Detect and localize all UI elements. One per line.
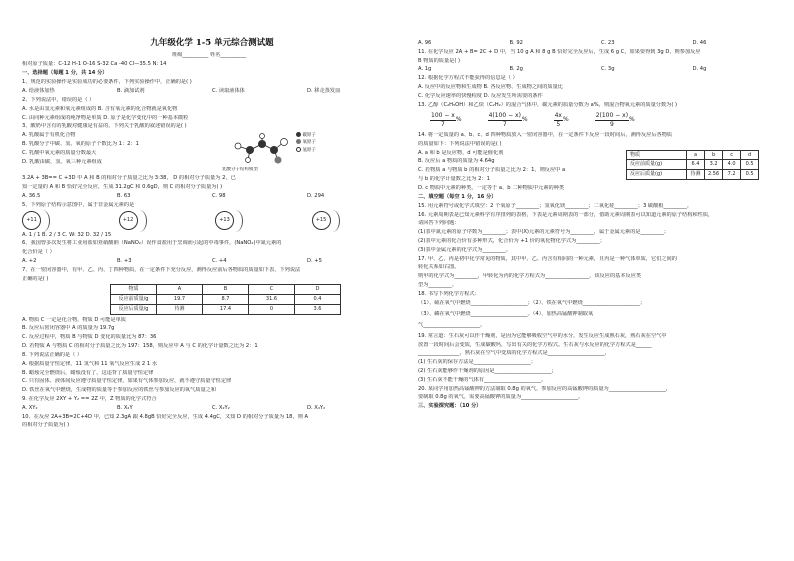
question-7-d: D. 若物质 A 与物质 C 的相对分子质量之比为 197：158，则反应中 A 与 C 的化学计量数之比为 2：1: [22, 343, 258, 350]
question-1-options: [22, 88, 402, 95]
question-3-a: A. 乳酸属于有机化合物: [22, 132, 76, 139]
option: D. 移走蒸发皿: [307, 88, 341, 95]
question-14-b: 的质量如下：下列说法中错误的是( ): [418, 140, 502, 147]
denominator: 9: [609, 120, 614, 128]
unit: %: [562, 116, 569, 124]
question-8-c: C. 只有固体、液体间反应遵守质量守恒定律，如果有气体参加反应，就不遵守质量守恒定律: [22, 378, 232, 385]
fraction-option: 4(100 − x) 7 %: [488, 111, 528, 128]
question-19: 19. 常言道：生石灰可以作干燥剂，是因为它能够吸收空气中的水分，发生反应生成熟石灰，熟石灰在空气中: [418, 332, 667, 339]
section-3-heading: 三、实验探究题：（10 分）: [418, 403, 482, 410]
question-14-a: A. a 和 b 是反应物，d 可能是催化剂: [418, 149, 504, 156]
table-cell: d: [741, 150, 759, 160]
legend-label: 氧原子: [302, 140, 316, 146]
question-6-options: [22, 258, 402, 265]
question-3: 3、酸奶中含有的乳酸对健康是有益的，下列关于乳酸的叙述错误的是( ): [22, 123, 187, 130]
question-19-2: (2) 生石灰能够作干燥剂的原因是______________________；: [418, 368, 557, 375]
section-2-heading: 二、填空题（每空 1 分，16 分）: [418, 193, 497, 200]
question-14-body: [418, 150, 784, 185]
table-cell: 待测: [157, 304, 203, 314]
left-column: [22, 38, 402, 431]
atom-diagrams: [22, 211, 402, 230]
option: C. 读取液体体: [212, 88, 245, 95]
question-14-table: [626, 150, 759, 180]
question-14: 14. 将一定质量的 a、b、c、d 四种物质放入一密闭容器中，在一定条件下反应一段时间后，测得反应后各物质: [418, 131, 673, 138]
atomic-masses: 相对原子质量：C-12 H-1 O-16 S-32 Ca -40 Cl—35.5 N: 14: [22, 61, 167, 68]
fraction-option: $\frac{2(100 - x)}{9}$ %: [595, 111, 635, 128]
lactic-acid-model: [228, 132, 316, 166]
question-4: 3.2A + 3B== C +3D 中 A 和 B 的相对分子质量之比为 3:38， D 的相对分子质量为 2，已: [22, 175, 236, 182]
option: A. 1g: [418, 66, 432, 73]
option: B. 92: [509, 40, 523, 46]
class-name-field: 班级__________ 姓名__________: [172, 52, 247, 59]
table-cell: a: [687, 150, 705, 160]
question-3-d: D. 乳酸由碳、氢、氧三种元素组成: [22, 158, 102, 165]
question-5-options: A. 1 / 1 B. 2 / 3 C. W: 32 D. 32 / 15: [22, 231, 112, 238]
question-17-b: 转化关系如右图。: [418, 264, 460, 271]
table-row: [111, 304, 341, 314]
table-cell: 0.5: [741, 170, 759, 180]
table-cell: 31.6: [249, 295, 295, 305]
question-2: 2、下列说法中，错误的是（ ）: [22, 96, 95, 103]
question-16-1: (1)表中氮元素的原子序数为_________；表中(X)元素的元素符号为_________，属于金属元素的是_________；: [418, 229, 669, 236]
option: C. 3g: [601, 66, 615, 73]
table-cell: C: [249, 285, 295, 295]
table-cell: 0.5: [741, 160, 759, 170]
option: A. XY₂: [22, 404, 38, 411]
question-5: 5、下列原子结构示意图中，属于非金属元素的是: [22, 201, 135, 208]
table-cell: 19.7: [157, 295, 203, 305]
table-cell: 4.0: [723, 160, 741, 170]
question-11: 11. 在化学反应 2A + B= 2C + D 中，当 10 g A 和 8 g B 恰好完全反应后，生成 6 g C，如果要得到 3g D，则参加反应: [418, 48, 701, 55]
numerator: 4x: [554, 112, 563, 121]
question-2-cd: C. 由同种元素组成的纯净物是单质 D. 原子是化学变化中的一种基本微粒: [22, 114, 189, 121]
question-8-d: D. 铁丝在氧气中燃烧，生成物的质量等于参加反应的铁丝与参加反应的氧气质量之和: [22, 387, 217, 394]
table-cell: c: [723, 150, 741, 160]
option: D. 4g: [692, 66, 707, 73]
table-cell: 反应前质量/g: [111, 295, 157, 305]
fraction-option: 4x 5 %: [554, 111, 569, 128]
option: B. 2g: [509, 66, 523, 73]
option: D. 46: [692, 40, 707, 46]
table-cell: 反应前质量(g): [627, 160, 687, 170]
question-4-options: [22, 193, 402, 200]
question-1: 1、规范的实验操作是实验成功的必要条件，下列实验操作中，正确的是( ): [22, 79, 192, 86]
exam-title: 九年级化学 1-5 单元综合测试题: [150, 38, 274, 48]
question-9: 9. 在化学反应 2XY + Y₂ == 2Z 中，Z 物质的化学式符合: [22, 395, 157, 402]
question-18-3: （3）、磷在氧气中燃烧______________________。（4）、加热高锰酸钾制取氧: [418, 310, 594, 317]
option: D. 294: [307, 192, 325, 199]
question-7-bb: B. 反应后密闭容器中 A 的质量为 19.7g: [22, 325, 115, 332]
table-cell: D: [295, 285, 341, 295]
option: C. 98: [212, 192, 226, 199]
question-3-b: B. 乳酸分子中碳、氢、氧的原子个数比为 1：2：1: [22, 141, 139, 147]
question-13-options: [430, 112, 784, 129]
table-cell: A: [157, 285, 203, 295]
question-18: 18. 书写下列化学方程式：: [418, 290, 480, 297]
atom-diagram: +11: [22, 211, 41, 230]
option: C. +4: [212, 257, 227, 264]
question-7-c: C. 反应过程中，物质 B 与物质 D 变化的质量比为 87：36: [22, 334, 157, 341]
question-11-options: [418, 66, 784, 73]
question-7-a: A. 物质 C 一定是化合物，物质 D 可能是单质: [22, 316, 126, 323]
question-14-d: D. c 物质中元素的种类，一定等于 a、b 二种物质中元素的种类: [418, 184, 565, 191]
right-column: [418, 40, 784, 413]
option: C. 23: [601, 40, 615, 46]
question-16-2: (2)表中元素的化合价有多种形式，化合价为 +1 价的氧化物化学式为_________；: [418, 238, 605, 245]
table-cell: 物质: [111, 285, 157, 295]
atom-diagram: +12: [119, 211, 138, 230]
option: D. +5: [307, 257, 322, 264]
legend-label: 氢原子: [302, 147, 316, 153]
question-14-bb: B. 反应后 a 物质的质量为 4.64g: [418, 158, 495, 165]
question-17: 17. 甲、乙、丙是初中化学常见的物质，其中甲、乙、丙含有相同的一种元素，且丙是一种气体单质，它们之间的: [418, 255, 677, 262]
table-row: [627, 150, 759, 160]
question-12-cd: C. 化学反应速率的快慢程度 D. 反应发生所需要的条件: [418, 92, 543, 99]
table-cell: 2.56: [705, 170, 723, 180]
table-cell: 3.2: [705, 160, 723, 170]
question-15: 15. 用元素符号或化学式填空：2 个氧原子_________；氢氧化镁_________；二氧化硅_________；3 碳酸根_________。: [418, 202, 692, 209]
table-cell: 0: [249, 304, 295, 314]
option: B. 63: [117, 192, 131, 199]
section-1-heading: 一、选择题（每题 1 分，共 14 分）: [22, 70, 108, 77]
question-12-ab: A. 反应中的反应物和生成物 B. 各反应物、生成物之间的质量比: [418, 84, 563, 91]
question-11-b: B 物质的质量是( ): [418, 57, 461, 64]
option: A. +2: [22, 257, 37, 264]
atom-diagram: +13: [215, 211, 234, 230]
legend-label: 碳原子: [302, 133, 316, 139]
question-18-1: （1）、硫在氧气中燃烧______________________；（2）、铁在氧气中燃烧______________________；: [418, 299, 646, 306]
question-14-c: C. 若物质 a 与物质 b 的相对分子质量之比为 2：1，则反应中 a: [418, 167, 566, 174]
question-8: 8. 下列说法正确的是（ ）: [22, 351, 83, 358]
question-10-b: 的相对分子质量为( ): [22, 422, 70, 429]
question-8-a: A. 根据质量守恒定律，11 氢气和 11 氧气反应生成 2 1 水: [22, 360, 158, 367]
table-cell: 反应后质量(g): [627, 170, 687, 180]
option: C. X₂Y₂: [212, 404, 230, 411]
question-9-options: [22, 405, 402, 412]
numerator: 2(100 − x): [595, 112, 629, 121]
question-12: 12. 根据化学方程式不能获得的信息是（ ）: [418, 75, 518, 82]
molecule-legend: [296, 132, 316, 154]
option: A. 给液体加热: [22, 88, 55, 95]
numerator: 4(100 − x): [488, 112, 522, 121]
question-16-3: (3)表中金属元素的化学式为_________。: [418, 246, 511, 253]
question-17-d: 型为_________。: [418, 282, 457, 289]
table-cell: 17.4: [203, 304, 249, 314]
question-16: 16. 元素周期表是已知元素科学有序排列的表格，下表是元素周期表的一部分，借助元素周期表可以知道元素的原子结构和性质，: [418, 211, 714, 218]
table-cell: 3.6: [295, 304, 341, 314]
table-cell: 7.2: [723, 170, 741, 180]
table-cell: 8.7: [203, 295, 249, 305]
question-3-body: [22, 132, 402, 167]
question-10-options: [418, 40, 784, 47]
table-cell: 物质: [627, 150, 687, 160]
table-row: [111, 285, 341, 295]
question-6-b: 化合价是（ ）: [22, 249, 55, 256]
option: B. X₂Y: [117, 404, 133, 411]
option: D. X₃Y₂: [307, 404, 326, 411]
numerator: 100 − x: [430, 112, 456, 121]
question-2-ab: A. 水是由氢元素和氧元素组成的 B. 含有氧元素的化合物就是氧化物: [22, 105, 178, 112]
question-7-b: 正确的是( ): [22, 275, 49, 282]
question-10: 10、在反应 2A+3B=2C+4D 中，已知 2.3gA 跟 4.8gB 恰好完全反应，生成 4.4gC，又知 D 的相对分子质量为 18，则 A: [22, 413, 309, 420]
question-19-1: (1) 生石灰的保存方法是______________________；: [418, 359, 536, 366]
question-20-b: 要制取 0.8g 的氧气，需要高锰酸钾的质量为______________________。: [418, 394, 584, 401]
question-7-table: [110, 284, 341, 314]
molecule-caption: 乳酸分子结构模型: [222, 167, 258, 173]
unit: %: [521, 116, 528, 124]
table-cell: 0.4: [295, 295, 341, 305]
option: A. 96: [418, 40, 432, 46]
unit: %: [455, 116, 462, 124]
table-cell: 反应后质量/g: [111, 304, 157, 314]
question-7: 7、在一密闭容器中，有甲、乙、丙、丁四种物质，在一定条件下充分反应，测得反应前后各物质的质量如下表，下列说法: [22, 266, 301, 273]
table-cell: 待测: [687, 170, 705, 180]
table-cell: b: [705, 150, 723, 160]
question-13: 13. 乙醇（C₂H₅OH）和乙炔（C₂H₂）的混合气体中，碳元素的质量分数为 a%，则混合物氧元素的质量分数为( ): [418, 101, 678, 108]
fraction-option: 100 − x 7 %: [431, 111, 462, 128]
question-20: 20. 某同学用加热高锰酸钾的方法制取 0.8g 的氧气，参加反应的高锰酸钾的质量为______________________，: [418, 385, 671, 392]
option: A. 36.5: [22, 192, 41, 199]
question-4-b: 知一定量的 A 和 B 恰好完全反应，生成 31.2gC 和 0.6gD，则 C 的相对分子质量为( ): [22, 184, 223, 191]
table-row: [627, 170, 759, 180]
table-row: [111, 295, 341, 305]
question-8-b: B. 蜡烛完全燃烧后，蜡烛没有了，这违背了质量守恒定律: [22, 369, 154, 376]
question-19-c: ________________，熟石灰在空气中变质的化学方程式是______________________，: [418, 350, 610, 357]
option: B. +3: [117, 257, 132, 264]
question-18-4: 气______________________。: [418, 321, 486, 328]
question-17-c: 则甲的化学式为_________，甲转化为丙的化学方程式为_________________，该反应的基本反应类: [418, 273, 642, 280]
question-3-c: C. 乳酸中氧元素的质量分数最大: [22, 149, 97, 156]
table-cell: B: [203, 285, 249, 295]
question-19-b: 放置一段时间后会变质，生成碳酸钙，写出有关的化学方程式。生石灰与水反应的化学方程式是______: [418, 341, 652, 348]
table-cell: 6.4: [687, 160, 705, 170]
question-6: 6、我国曾多次发生将工业用盐如亚硝酸钠（NaNO₂）误作食盐用于烹调而引起的中毒事件，(NaNO₂)中氮元素的: [22, 240, 282, 247]
table-row: [627, 160, 759, 170]
question-14-c2: 与 b 的化学计量数之比为 2：1: [418, 175, 490, 182]
atom-diagram: +15: [312, 211, 331, 230]
question-19-3: (3) 生石灰不能干燥的气体有______________________。: [418, 376, 547, 383]
option: B. 滴加试剂: [117, 88, 145, 95]
molecule-diagram: [228, 132, 292, 166]
question-16-b: 请回答下列问题：: [418, 220, 460, 227]
